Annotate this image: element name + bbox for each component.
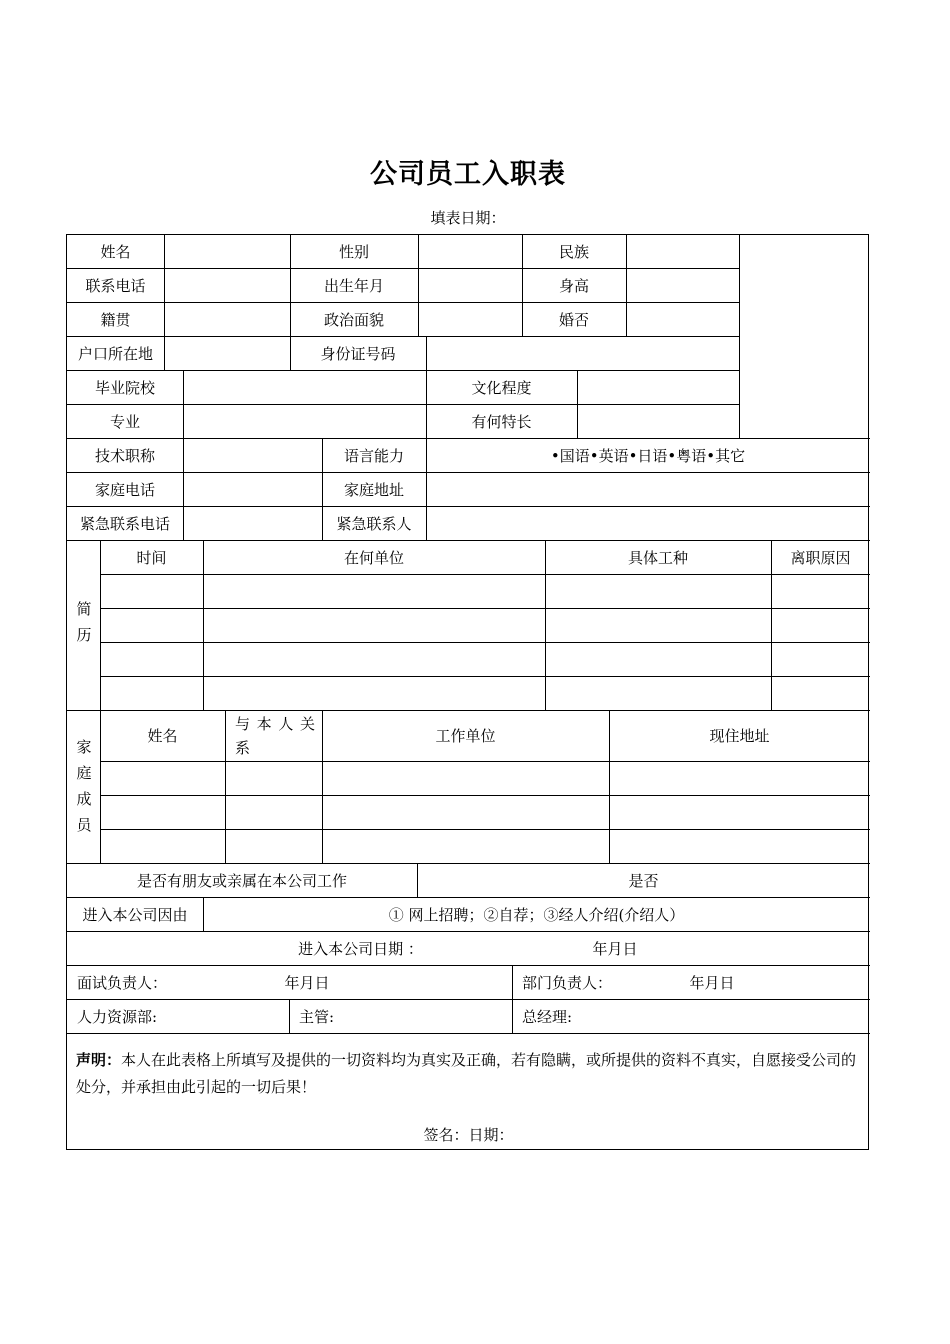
declaration-bold: 声明： [76,1051,122,1069]
label-hukou: 户口所在地 [77,344,153,363]
family-header-employer: 工作单位 [435,727,496,745]
label-phone: 联系电话 [85,276,146,295]
relatives-question: 是否有朋友或亲属在本公司工作 [136,871,347,890]
label-education: 文化程度 [471,378,532,397]
resume-header-job: 具体工种 [627,548,688,567]
family-header-relation: 与 本 人 关 系 [235,715,315,757]
family-section-label: 家 庭 成 员 [76,738,92,834]
label-marital: 婚否 [558,310,589,329]
label-major: 专业 [109,412,140,431]
label-birth: 出生年月 [323,276,384,295]
dept-head-label: 部门负责人： [522,973,613,992]
declaration-text [76,1047,860,1101]
label-title-rank: 技术职称 [94,446,155,465]
label-gender: 性别 [338,243,369,261]
label-emergency-contact: 紧急联系人 [336,514,412,533]
resume-header-leave-reason: 离职原因 [790,548,851,567]
label-home-phone: 家庭电话 [94,480,155,499]
interviewer-label: 面试负责人： [77,973,168,992]
gm-label: 总经理: [522,1007,573,1026]
join-date-label: 进入本公司日期 ： [298,939,423,958]
resume-section-label: 简 历 [76,600,92,644]
hr-label: 人力资源部: [77,1007,158,1026]
label-name: 姓名 [100,243,131,261]
family-header-address: 现住地址 [709,727,770,745]
fill-date-label: 填表日期： [430,209,506,227]
label-id-number: 身份证号码 [320,344,396,363]
join-date-value: 年月日 [592,939,638,958]
reason-options: ① 网上招聘；②自荐；③经人介绍(介绍人） [388,905,685,924]
family-header-name: 姓名 [147,727,178,745]
resume-header-employer: 在何单位 [343,548,404,567]
dept-head-date: 年月日 [689,973,735,992]
relatives-answer: 是否 [628,871,659,890]
declaration-body: 本人在此表格上所填写及提供的一切资料均为真实及正确，若有隐瞒，或所提供的资料不真实，自愿接受公司的处分，并承担由此引起的一切后果！ [76,1051,857,1096]
label-school: 毕业院校 [94,378,155,397]
label-political: 政治面貌 [323,310,384,329]
declaration-block [67,1033,870,1151]
label-language: 语言能力 [343,446,404,465]
resume-header-time: 时间 [136,548,167,567]
label-specialty: 有何特长 [471,412,532,431]
language-options: •国语•英语•日语•粤语•其它 [550,446,746,465]
label-native-place: 籍贯 [100,310,131,329]
label-ethnicity: 民族 [558,243,589,261]
label-emergency-phone: 紧急联系电话 [79,514,170,533]
onboarding-form-table [66,234,869,1150]
interviewer-date: 年月日 [284,973,330,992]
label-home-address: 家庭地址 [343,480,404,499]
page-title: 公司员工入职表 [370,159,566,190]
supervisor-label: 主管: [299,1007,335,1026]
label-height: 身高 [558,276,589,295]
signature-date-label: 签名：日期： [423,1125,514,1144]
reason-label: 进入本公司因由 [82,905,188,924]
